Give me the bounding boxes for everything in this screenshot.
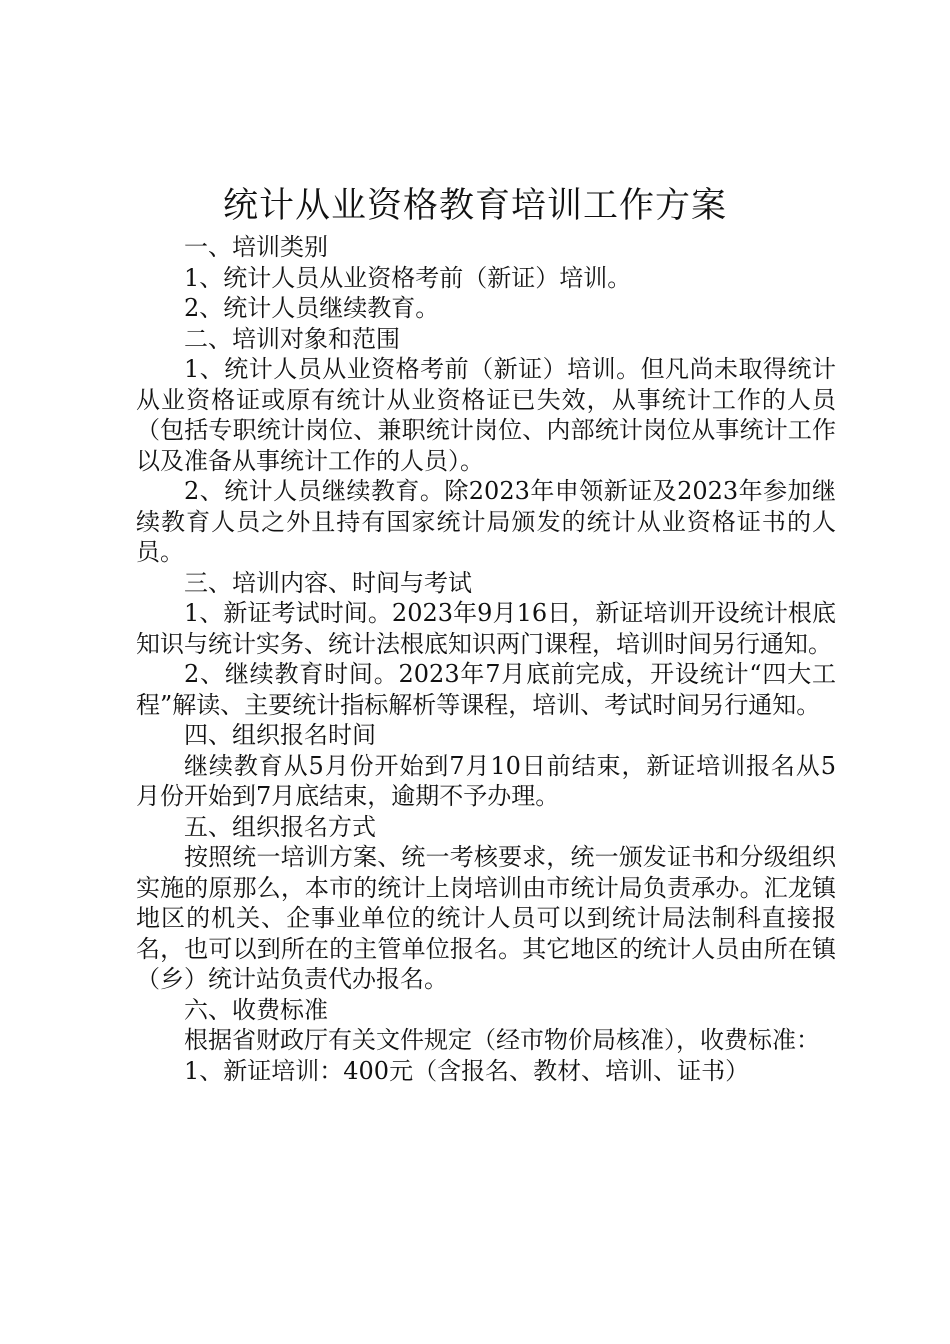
section-heading-fee-standard: 六、收费标准 xyxy=(184,995,328,1024)
paragraph-scope-continuing-education: 2、统计人员继续教育。除2023年申领新证及2023年参加继续教育人员之外且持有国家统计局颁发的统计从业资格证书的人员。 xyxy=(136,477,836,566)
paragraph-registration-method: 按照统一培训方案、统一考核要求，统一颁发证书和分级组织实施的原那么，本市的统计上岗培训由市统计局负责承办。汇龙镇地区的机关、企事业单位的统计人员可以到统计局法制科直接报名，也可以到所在的主管单位报名。其它地区的统计人员由所在镇（乡）统计站负责代办报名。 xyxy=(136,843,836,993)
section-heading-target-scope: 二、培训对象和范围 xyxy=(184,324,400,353)
paragraph-fee-new-certificate: 1、新证培训：400元（含报名、教材、培训、证书） xyxy=(184,1056,750,1085)
section-heading-registration-time: 四、组织报名时间 xyxy=(184,721,376,749)
paragraph-new-certificate-exam-time: 1、新证考试时间。2023年9月16日，新证培训开设统计根底知识与统计实务、统计法根底知识两门课程，培训时间另行通知。 xyxy=(136,599,836,658)
document-body xyxy=(136,232,836,1086)
document-title: 统计从业资格教育培训工作方案 xyxy=(222,186,727,226)
section-heading-content-time-exam: 三、培训内容、时间与考试 xyxy=(184,568,472,597)
paragraph-category-new-certificate: 1、统计人员从业资格考前（新证）培训。 xyxy=(184,263,632,292)
section-heading-training-category: 一、培训类别 xyxy=(184,233,328,261)
section-heading-registration-method: 五、组织报名方式 xyxy=(184,812,376,841)
paragraph-scope-new-certificate: 1、统计人员从业资格考前（新证）培训。但凡尚未取得统计从业资格证或原有统计从业资格证已失效，从事统计工作的人员（包括专职统计岗位、兼职统计岗位、内部统计岗位从事统计工作以及准备从事统计工作的人员）。 xyxy=(136,355,836,475)
paragraph-registration-time: 继续教育从5月份开始到7月10日前结束，新证培训报名从5月份开始到7月底结束，逾期不予办理。 xyxy=(136,751,836,810)
paragraph-fee-standard: 根据省财政厅有关文件规定（经市物价局核准），收费标准： xyxy=(184,1026,820,1054)
paragraph-category-continuing-education: 2、统计人员继续教育。 xyxy=(184,294,440,322)
paragraph-continuing-education-time: 2、继续教育时间。2023年7月底前完成，开设统计“四大工程”解读、主要统计指标解析等课程，培训、考试时间另行通知。 xyxy=(136,660,836,719)
